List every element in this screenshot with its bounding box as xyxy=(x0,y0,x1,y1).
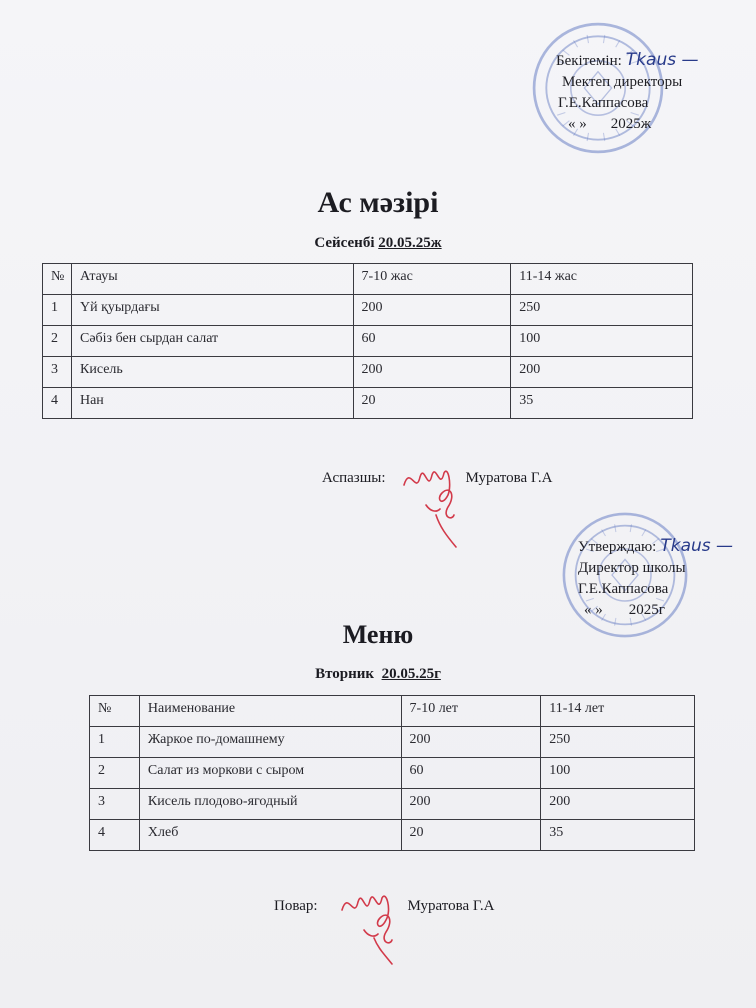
table-cell: 200 xyxy=(401,789,541,820)
table-header-row xyxy=(43,264,693,295)
table-cell: 60 xyxy=(353,326,511,357)
table-cell: 250 xyxy=(541,727,695,758)
table-row xyxy=(90,820,695,851)
table-cell: 11-14 жас xyxy=(511,264,693,295)
table-cell: Салат из моркови с сыром xyxy=(139,758,401,789)
table-cell: № xyxy=(90,696,140,727)
day-label: Вторник xyxy=(315,666,375,682)
menu-table-ru xyxy=(89,695,695,851)
table-cell: 7-10 жас xyxy=(353,264,511,295)
approval-block-kz xyxy=(556,50,698,135)
table-cell: 3 xyxy=(90,789,140,820)
approval-block-ru xyxy=(578,536,733,621)
table-cell: 100 xyxy=(541,758,695,789)
table-row xyxy=(43,357,693,388)
director-name: Г.Е.Каппасова xyxy=(558,95,649,111)
table-row xyxy=(90,789,695,820)
director-signature: Tkaus — xyxy=(660,536,734,556)
cook-label: Аспазшы: xyxy=(322,470,386,486)
table-cell: 11-14 лет xyxy=(541,696,695,727)
table-row xyxy=(90,727,695,758)
table-cell: 200 xyxy=(353,295,511,326)
menu-table-body xyxy=(43,264,693,419)
table-cell: 7-10 лет xyxy=(401,696,541,727)
approved-label: Утверждаю: xyxy=(578,539,657,555)
day-date-kz xyxy=(0,235,756,252)
table-cell: Кисель плодово-ягодный xyxy=(139,789,401,820)
table-cell: 1 xyxy=(43,295,72,326)
table-cell: 60 xyxy=(401,758,541,789)
table-cell: Сәбіз бен сырдан салат xyxy=(71,326,353,357)
table-cell: 35 xyxy=(541,820,695,851)
day-date-ru xyxy=(0,666,756,683)
table-cell: 2 xyxy=(90,758,140,789)
table-cell: Кисель xyxy=(71,357,353,388)
table-cell: Нан xyxy=(71,388,353,419)
table-cell: 100 xyxy=(511,326,693,357)
menu-table-kz xyxy=(42,263,693,419)
cook-name: Муратова Г.А xyxy=(407,898,495,914)
table-cell: Жаркое по-домашнему xyxy=(139,727,401,758)
table-cell: 200 xyxy=(541,789,695,820)
date-label: 20.05.25ж xyxy=(378,235,442,251)
table-row xyxy=(90,758,695,789)
table-cell: 35 xyxy=(511,388,693,419)
cook-label: Повар: xyxy=(274,898,318,914)
table-cell: 4 xyxy=(43,388,72,419)
table-cell: 20 xyxy=(401,820,541,851)
director-position: Мектеп директоры xyxy=(562,74,683,90)
table-cell: 1 xyxy=(90,727,140,758)
table-cell: 200 xyxy=(511,357,693,388)
table-cell: Наименование xyxy=(139,696,401,727)
menu-table-body xyxy=(90,696,695,851)
table-cell: 3 xyxy=(43,357,72,388)
table-cell: 200 xyxy=(401,727,541,758)
table-cell: Хлеб xyxy=(139,820,401,851)
page-title-ru: Меню xyxy=(342,620,414,649)
table-row xyxy=(43,295,693,326)
date-label: 20.05.25г xyxy=(381,666,441,682)
cook-name: Муратова Г.А xyxy=(465,470,553,486)
page-title-kz: Ас мәзірі xyxy=(317,186,439,219)
approval-year: 2025ж xyxy=(610,116,652,132)
table-cell: Атауы xyxy=(71,264,353,295)
day-label: Сейсенбі xyxy=(314,235,375,251)
date-placeholder: « » xyxy=(568,116,587,132)
table-cell: 4 xyxy=(90,820,140,851)
table-cell: 200 xyxy=(353,357,511,388)
table-row xyxy=(43,326,693,357)
table-cell: 2 xyxy=(43,326,72,357)
approval-year: 2025г xyxy=(628,602,665,618)
director-position: Директор школы xyxy=(578,560,686,576)
table-cell: Үй қуырдағы xyxy=(71,295,353,326)
table-cell: 250 xyxy=(511,295,693,326)
table-cell: 20 xyxy=(353,388,511,419)
director-signature: Tkaus — xyxy=(625,50,699,70)
cook-signature-ru xyxy=(336,882,416,982)
director-name: Г.Е.Каппасова xyxy=(578,581,669,597)
table-row xyxy=(43,388,693,419)
approved-label: Бекітемін: xyxy=(556,53,622,69)
date-placeholder: « » xyxy=(584,602,603,618)
table-cell: № xyxy=(43,264,72,295)
cook-signature-kz xyxy=(396,455,476,555)
table-header-row xyxy=(90,696,695,727)
